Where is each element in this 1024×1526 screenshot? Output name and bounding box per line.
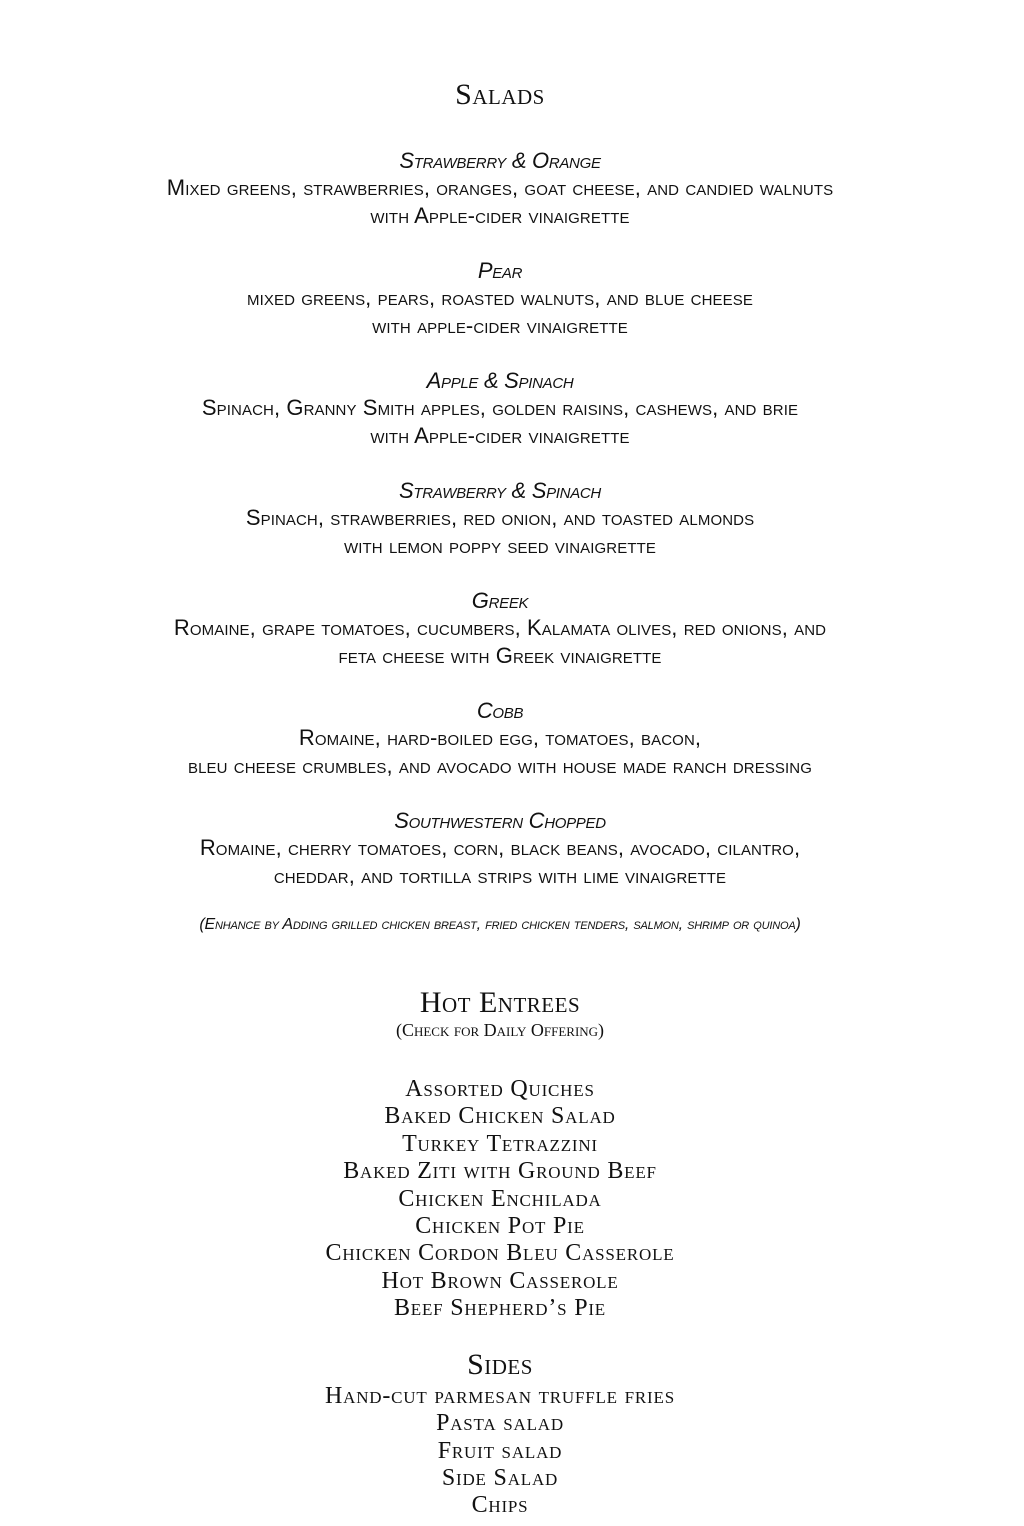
salad-description: feta cheese with Greek vinaigrette — [338, 643, 662, 668]
salad-name: Strawberry & Orange — [399, 148, 601, 173]
sides-heading: Sides — [467, 1348, 533, 1381]
salad-description: Romaine, hard-boiled egg, tomatoes, bacon, — [298, 725, 702, 750]
salad-name: Pear — [477, 258, 523, 283]
entree-item: Assorted Quiches — [405, 1076, 595, 1102]
entree-item: Baked Ziti with Ground Beef — [343, 1158, 657, 1184]
side-item: Side Salad — [441, 1465, 559, 1491]
salad-name: Southwestern Chopped — [394, 808, 606, 833]
salad-description: with lemon poppy seed vinaigrette — [344, 533, 656, 558]
salad-description: bleu cheese crumbles, and avocado with house made ranch dressing — [188, 753, 812, 778]
hot-entrees-subtitle: (Check for Daily Offering) — [395, 1020, 605, 1040]
salad-name: Apple & Spinach — [426, 368, 574, 393]
side-item: Fruit salad — [437, 1438, 563, 1464]
salad-name: Greek — [471, 588, 529, 613]
salad-description: Mixed greens, strawberries, oranges, goat cheese, and candied walnuts — [166, 175, 834, 200]
salad-description: with Apple-cider vinaigrette — [370, 423, 630, 448]
salad-description: mixed greens, pears, roasted walnuts, and blue cheese — [247, 285, 753, 310]
entree-item: Turkey Tetrazzini — [402, 1131, 598, 1157]
side-item: Pasta salad — [436, 1410, 564, 1436]
salad-description: Spinach, strawberries, red onion, and toasted almonds — [245, 505, 755, 530]
salad-description: with apple-cider vinaigrette — [372, 313, 628, 338]
salad-description: with Apple-cider vinaigrette — [370, 203, 630, 228]
entree-item: Chicken Cordon Bleu Casserole — [325, 1240, 675, 1266]
salad-enhance-note: (Enhance by Adding grilled chicken breast, fried chicken tenders, salmon, shrimp or quinoa) — [199, 916, 801, 933]
salad-description: cheddar, and tortilla strips with lime vinaigrette — [273, 863, 727, 888]
salad-description: Spinach, Granny Smith apples, golden raisins, cashews, and brie — [201, 395, 799, 420]
entree-item: Chicken Pot Pie — [415, 1213, 585, 1239]
entree-item: Beef Shepherd’s Pie — [393, 1295, 606, 1321]
salads-heading: Salads — [455, 78, 545, 111]
hot-entrees-heading: Hot Entrees — [419, 986, 581, 1019]
side-item: Hand-cut parmesan truffle fries — [325, 1383, 675, 1409]
entree-item: Hot Brown Casserole — [381, 1268, 619, 1294]
side-item: Chips — [471, 1492, 529, 1518]
salad-description: Romaine, grape tomatoes, cucumbers, Kalamata olives, red onions, and — [173, 615, 827, 640]
salad-name: Cobb — [476, 698, 524, 723]
entree-item: Chicken Enchilada — [398, 1186, 602, 1212]
entree-item: Baked Chicken Salad — [384, 1103, 616, 1129]
salad-name: Strawberry & Spinach — [399, 478, 601, 503]
salad-description: Romaine, cherry tomatoes, corn, black beans, avocado, cilantro, — [199, 835, 801, 860]
